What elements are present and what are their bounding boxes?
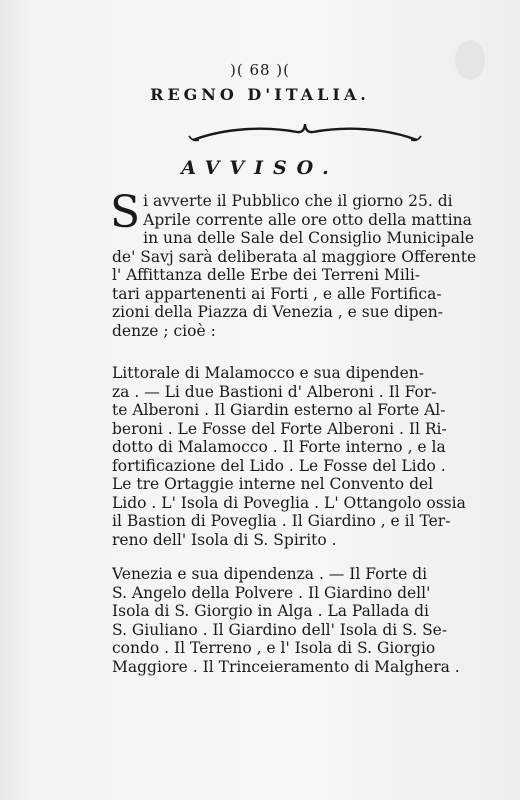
page-number: )( 68 )(	[229, 61, 291, 79]
text-line: dotto di Malamocco . Il Forte interno , e la	[112, 438, 446, 456]
text-line: Aprile corrente alle ore otto della mattina	[143, 210, 472, 229]
text-line: reno dell' Isola di S. Spirito .	[112, 530, 337, 549]
ornament-divider	[185, 118, 425, 146]
text-line: de' Savj sarà deliberata al maggiore Offerente	[112, 247, 477, 266]
paragraph-venezia	[112, 565, 510, 676]
text-line: beroni . Le Fosse del Forte Alberoni . Il Ri-	[112, 419, 447, 438]
text-line: l' Affittanza delle Erbe dei Terreni Mili-	[112, 266, 421, 284]
text-line: S. Giuliano . Il Giardino dell' Isola di S. Se-	[112, 620, 448, 639]
text-line: Isola di S. Giorgio in Alga . La Pallada di	[112, 602, 430, 620]
drop-cap: S	[110, 187, 141, 238]
section-title: AVVISO.	[181, 157, 339, 179]
running-title: REGNO D'ITALIA.	[150, 85, 370, 104]
text-line: Maggiore . Il Trinceieramento di Malghera .	[112, 657, 460, 676]
text-line: condo . Il Terreno , e l' Isola di S. Giorgio	[112, 639, 436, 657]
text-line: fortificazione del Lido . Le Fosse del Lido .	[112, 456, 446, 475]
paragraph-malamocco	[112, 364, 510, 549]
text-line: Lido . L' Isola di Poveglia . L' Ottangolo ossia	[112, 493, 466, 512]
text-line: za . — Li due Bastioni d' Alberoni . Il For-	[112, 382, 437, 401]
text-line: zioni della Piazza di Venezia , e sue dipen-	[112, 303, 444, 321]
text-line: tari appartenenti ai Forti , e alle Fortifica-	[112, 284, 442, 303]
text-line: in una delle Sale del Consiglio Municipale	[143, 229, 475, 247]
text-line: il Bastion di Poveglia . Il Giardino , e il Ter-	[112, 512, 451, 530]
paragraph-intro	[110, 187, 510, 340]
text-line: te Alberoni . Il Giardin esterno al Forte Al-	[112, 401, 446, 419]
text-line: Littorale di Malamocco e sua dipenden-	[112, 364, 424, 382]
text-line: S. Angelo della Polvere . Il Giardino dell'	[112, 583, 431, 602]
text-line: Le tre Ortaggie interne nel Convento del	[112, 475, 434, 493]
text-line: i avverte il Pubblico che il giorno 25. di	[143, 192, 453, 210]
text-line: Venezia e sua dipendenza . — Il Forte di	[112, 565, 428, 583]
text-line: denze ; cioè :	[112, 321, 216, 340]
